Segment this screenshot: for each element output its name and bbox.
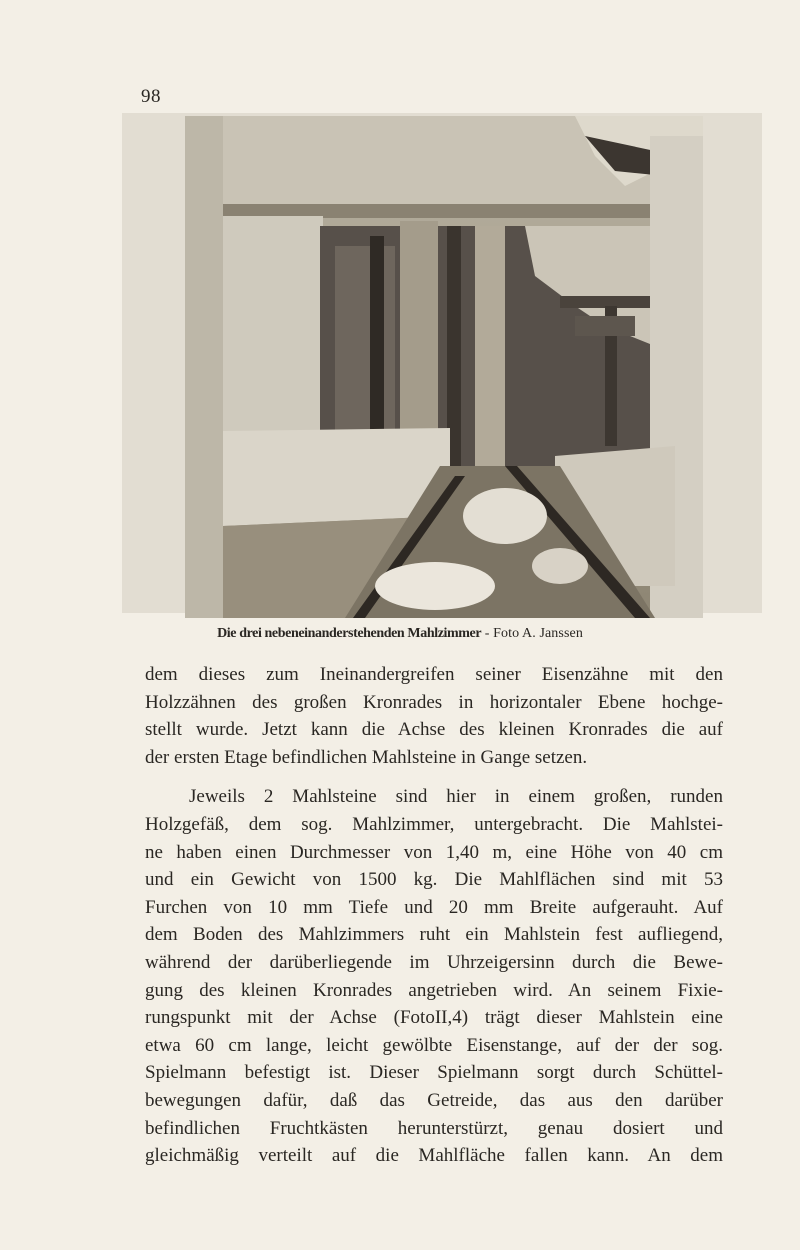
- photo-caption: [0, 626, 800, 642]
- text-line: ne haben einen Durchmesser von 1,40 m, eine Höhe von 40 cm: [145, 841, 723, 863]
- text-line: bewegungen dafür, daß das Getreide, das aus den darüber: [145, 1089, 723, 1111]
- mill-room-illustration: [185, 116, 703, 618]
- caption-title: Die drei nebeneinanderstehenden Mahlzimmer: [217, 626, 482, 641]
- body-text: [145, 661, 723, 1170]
- paragraph-2: [145, 783, 723, 1169]
- text-line: stellt wurde. Jetzt kann die Achse des kleinen Kronrades die auf: [145, 719, 723, 741]
- text-line: Jeweils 2 Mahlsteine sind hier in einem großen, runden: [189, 786, 723, 808]
- text-line: Furchen von 10 mm Tiefe und 20 mm Breite aufgerauht. Auf: [145, 896, 723, 918]
- text-line: Holzgefäß, dem sog. Mahlzimmer, untergebracht. Die Mahlstei-: [145, 813, 723, 835]
- text-line: dem Boden des Mahlzimmers ruht ein Mahlstein fest aufliegend,: [145, 924, 723, 946]
- text-line: dem dieses zum Ineinandergreifen seiner Eisenzähne mit den: [145, 664, 723, 685]
- caption-credit: - Foto A. Janssen: [481, 626, 583, 641]
- page-number: 98: [141, 86, 161, 107]
- text-line: Spielmann befestigt ist. Dieser Spielmann sorgt durch Schüttel-: [145, 1062, 723, 1084]
- text-line: der ersten Etage befindlichen Mahlsteine in Gange setzen.: [145, 746, 588, 768]
- text-line: Holzzähnen des großen Kronrades in horizontaler Ebene hochge-: [145, 691, 723, 713]
- text-line: gung des kleinen Kronrades angetrieben wird. An seinem Fixie-: [145, 979, 723, 1001]
- text-line: gleichmäßig verteilt auf die Mahlfläche fallen kann. An dem: [145, 1145, 723, 1167]
- text-line: während der darüberliegende im Uhrzeigersinn durch die Bewe-: [145, 951, 723, 973]
- text-line: etwa 60 cm lange, leicht gewölbte Eisenstange, auf der der sog.: [145, 1034, 723, 1056]
- text-line: befindlichen Fruchtkästen herunterstürzt, genau dosiert und: [145, 1117, 723, 1139]
- text-line: und ein Gewicht von 1500 kg. Die Mahlflächen sind mit 53: [145, 869, 723, 891]
- mill-room-photo: [185, 116, 703, 618]
- text-line: rungspunkt mit der Achse (FotoII,4) trägt dieser Mahlstein eine: [145, 1007, 723, 1029]
- paragraph-1: [145, 661, 723, 771]
